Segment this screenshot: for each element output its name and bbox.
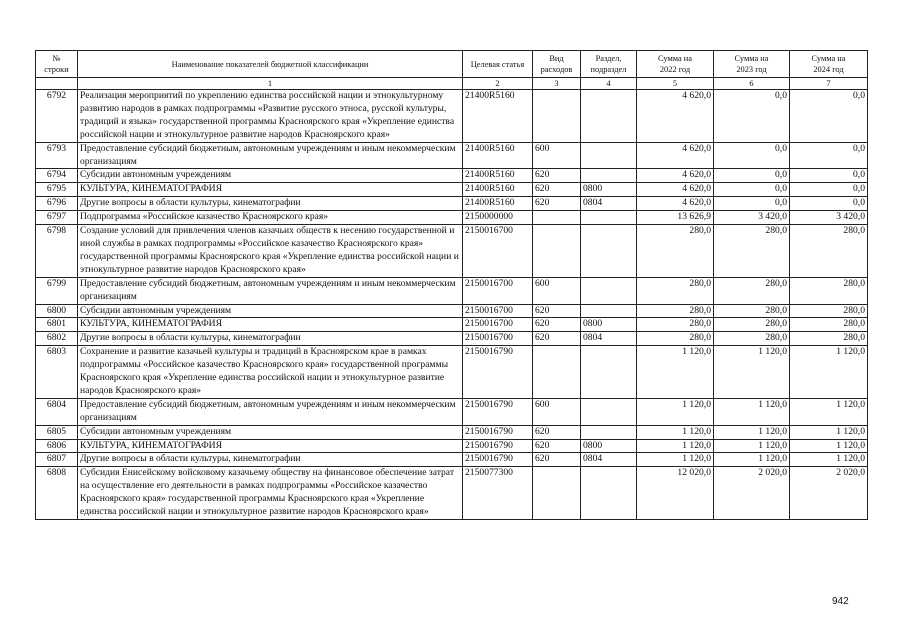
section-cell: 0800 — [581, 318, 637, 332]
sum-2023-cell: 280,0 — [714, 304, 790, 318]
table-row — [36, 304, 868, 318]
table-row — [36, 467, 868, 520]
indicator-name-cell: Другие вопросы в области культуры, кинематографии — [78, 197, 463, 211]
indicator-name-cell: Предоставление субсидий бюджетным, автономным учреждениям и иным некоммерческим организациям — [78, 277, 463, 304]
row-number-cell: 6804 — [36, 398, 78, 425]
sum-2022-cell: 280,0 — [637, 318, 714, 332]
expense-type-cell: 620 — [533, 183, 581, 197]
row-number-cell: 6807 — [36, 453, 78, 467]
section-cell — [581, 304, 637, 318]
sum-2024-cell: 0,0 — [790, 90, 868, 143]
column-number: 4 — [581, 78, 637, 90]
expense-type-cell: 620 — [533, 169, 581, 183]
indicator-name-cell: Субсидии автономным учреждениям — [78, 169, 463, 183]
header-sum-2024-label: Сумма на 2024 год — [811, 54, 846, 74]
target-article-cell: 2150016790 — [463, 398, 533, 425]
expense-type-cell: 620 — [533, 197, 581, 211]
sum-2022-cell: 4 620,0 — [637, 142, 714, 169]
table-row — [36, 90, 868, 143]
target-article-cell: 21400R5160 — [463, 183, 533, 197]
indicator-name-cell: КУЛЬТУРА, КИНЕМАТОГРАФИЯ — [78, 183, 463, 197]
sum-2022-cell: 280,0 — [637, 332, 714, 346]
header-target — [463, 51, 533, 78]
header-sum-2022 — [637, 51, 714, 78]
sum-2022-cell: 280,0 — [637, 304, 714, 318]
sum-2022-cell: 1 120,0 — [637, 453, 714, 467]
section-cell: 0804 — [581, 332, 637, 346]
header-sum-2022-label: Сумма на 2022 год — [657, 54, 692, 74]
indicator-name-cell: Предоставление субсидий бюджетным, автономным учреждениям и иным некоммерческим организациям — [78, 398, 463, 425]
row-number-cell: 6794 — [36, 169, 78, 183]
table-row — [36, 425, 868, 439]
indicator-name-cell: Предоставление субсидий бюджетным, автономным учреждениям и иным некоммерческим организациям — [78, 142, 463, 169]
expense-type-cell: 620 — [533, 304, 581, 318]
sum-2023-cell: 0,0 — [714, 142, 790, 169]
section-cell — [581, 346, 637, 399]
column-number: 6 — [714, 78, 790, 90]
section-cell — [581, 467, 637, 520]
indicator-name-cell: Субсидии автономным учреждениям — [78, 304, 463, 318]
section-cell — [581, 398, 637, 425]
row-number-cell: 6802 — [36, 332, 78, 346]
header-vid-label: Вид расходов — [540, 54, 573, 74]
sum-2024-cell: 280,0 — [790, 304, 868, 318]
section-cell: 0804 — [581, 197, 637, 211]
sum-2022-cell: 280,0 — [637, 225, 714, 278]
target-article-cell: 21400R5160 — [463, 197, 533, 211]
sum-2024-cell: 1 120,0 — [790, 398, 868, 425]
sum-2023-cell: 3 420,0 — [714, 211, 790, 225]
header-sum-2023 — [714, 51, 790, 78]
section-cell — [581, 142, 637, 169]
sum-2023-cell: 2 020,0 — [714, 467, 790, 520]
sum-2023-cell: 0,0 — [714, 183, 790, 197]
header-target-label: Целевая статья — [470, 59, 525, 69]
page-number: 942 — [832, 596, 849, 607]
target-article-cell: 2150016790 — [463, 439, 533, 453]
indicator-name-cell: Сохранение и развитие казачьей культуры и традиций в Красноярском крае в рамках подпрограммы «Российское казачество Красноярского края» государственной программы Красноярского края «Укрепление единства российской нации и этнокультурное развитие народов Красноярского края» — [78, 346, 463, 399]
row-number-cell: 6797 — [36, 211, 78, 225]
sum-2024-cell: 280,0 — [790, 318, 868, 332]
sum-2022-cell: 13 626,9 — [637, 211, 714, 225]
sum-2023-cell: 280,0 — [714, 225, 790, 278]
row-number-cell: 6805 — [36, 425, 78, 439]
expense-type-cell — [533, 90, 581, 143]
sum-2022-cell: 12 020,0 — [637, 467, 714, 520]
row-number-cell: 6793 — [36, 142, 78, 169]
target-article-cell: 2150016790 — [463, 453, 533, 467]
target-article-cell: 2150000000 — [463, 211, 533, 225]
section-cell: 0800 — [581, 439, 637, 453]
sum-2023-cell: 0,0 — [714, 169, 790, 183]
sum-2022-cell: 4 620,0 — [637, 90, 714, 143]
sum-2024-cell: 1 120,0 — [790, 439, 868, 453]
target-article-cell: 21400R5160 — [463, 90, 533, 143]
section-cell — [581, 90, 637, 143]
expense-type-cell — [533, 225, 581, 278]
sum-2023-cell: 280,0 — [714, 318, 790, 332]
sum-2022-cell: 4 620,0 — [637, 169, 714, 183]
column-number: 5 — [637, 78, 714, 90]
target-article-cell: 2150016700 — [463, 318, 533, 332]
sum-2024-cell: 0,0 — [790, 169, 868, 183]
table-body — [36, 90, 868, 520]
table-row — [36, 225, 868, 278]
row-number-cell: 6806 — [36, 439, 78, 453]
table-row — [36, 453, 868, 467]
expense-type-cell: 620 — [533, 453, 581, 467]
sum-2022-cell: 1 120,0 — [637, 346, 714, 399]
column-numbers-row — [36, 78, 868, 90]
indicator-name-cell: КУЛЬТУРА, КИНЕМАТОГРАФИЯ — [78, 318, 463, 332]
column-number: 1 — [78, 78, 463, 90]
section-cell — [581, 169, 637, 183]
target-article-cell: 2150016700 — [463, 225, 533, 278]
target-article-cell: 21400R5160 — [463, 169, 533, 183]
header-sum-2024 — [790, 51, 868, 78]
sum-2024-cell: 280,0 — [790, 277, 868, 304]
sum-2022-cell: 4 620,0 — [637, 183, 714, 197]
header-row-number — [36, 51, 78, 78]
table-row — [36, 439, 868, 453]
header-razdel-label: Раздел, подраздел — [590, 54, 627, 74]
target-article-cell: 21400R5160 — [463, 142, 533, 169]
sum-2024-cell: 0,0 — [790, 142, 868, 169]
row-number-cell: 6798 — [36, 225, 78, 278]
table-row — [36, 142, 868, 169]
expense-type-cell: 620 — [533, 318, 581, 332]
row-number-cell: 6792 — [36, 90, 78, 143]
expense-type-cell — [533, 211, 581, 225]
indicator-name-cell: Субсидии автономным учреждениям — [78, 425, 463, 439]
sum-2022-cell: 1 120,0 — [637, 425, 714, 439]
sum-2024-cell: 1 120,0 — [790, 425, 868, 439]
column-number — [36, 78, 78, 90]
table-header-row — [36, 51, 868, 78]
sum-2024-cell: 280,0 — [790, 332, 868, 346]
row-number-cell: 6795 — [36, 183, 78, 197]
expense-type-cell: 600 — [533, 142, 581, 169]
sum-2024-cell: 1 120,0 — [790, 453, 868, 467]
column-number: 2 — [463, 78, 533, 90]
sum-2024-cell: 0,0 — [790, 197, 868, 211]
section-cell: 0804 — [581, 453, 637, 467]
table-row — [36, 183, 868, 197]
section-cell — [581, 225, 637, 278]
column-number: 7 — [790, 78, 868, 90]
sum-2024-cell: 280,0 — [790, 225, 868, 278]
sum-2024-cell: 0,0 — [790, 183, 868, 197]
table-row — [36, 277, 868, 304]
table-row — [36, 197, 868, 211]
section-cell — [581, 277, 637, 304]
table-row — [36, 211, 868, 225]
header-sum-2023-label: Сумма на 2023 год — [734, 54, 769, 74]
expense-type-cell: 620 — [533, 439, 581, 453]
table-row — [36, 346, 868, 399]
row-number-cell: 6800 — [36, 304, 78, 318]
row-number-cell: 6801 — [36, 318, 78, 332]
section-cell — [581, 425, 637, 439]
table-row — [36, 318, 868, 332]
row-number-cell: 6799 — [36, 277, 78, 304]
header-name — [78, 51, 463, 78]
sum-2022-cell: 1 120,0 — [637, 398, 714, 425]
row-number-cell: 6796 — [36, 197, 78, 211]
header-razdel — [581, 51, 637, 78]
sum-2023-cell: 1 120,0 — [714, 425, 790, 439]
budget-table — [35, 50, 868, 520]
row-number-cell: 6803 — [36, 346, 78, 399]
section-cell: 0800 — [581, 183, 637, 197]
section-cell — [581, 211, 637, 225]
sum-2023-cell: 1 120,0 — [714, 346, 790, 399]
target-article-cell: 2150077300 — [463, 467, 533, 520]
sum-2024-cell: 3 420,0 — [790, 211, 868, 225]
sum-2023-cell: 280,0 — [714, 332, 790, 346]
expense-type-cell: 620 — [533, 332, 581, 346]
indicator-name-cell: Субсидия Енисейскому войсковому казачьему обществу на финансовое обеспечение затрат на осуществление его деятельности в рамках подпрограммы «Российское казачество Красноярского края» государственной программы Красноярского края «Укрепление единства российской нации и этнокультурное развитие народов Красноярского края» — [78, 467, 463, 520]
sum-2024-cell: 1 120,0 — [790, 346, 868, 399]
sum-2023-cell: 280,0 — [714, 277, 790, 304]
sum-2023-cell: 1 120,0 — [714, 453, 790, 467]
sum-2022-cell: 280,0 — [637, 277, 714, 304]
sum-2022-cell: 1 120,0 — [637, 439, 714, 453]
sum-2024-cell: 2 020,0 — [790, 467, 868, 520]
column-number: 3 — [533, 78, 581, 90]
expense-type-cell: 620 — [533, 425, 581, 439]
expense-type-cell — [533, 346, 581, 399]
indicator-name-cell: Другие вопросы в области культуры, кинематографии — [78, 332, 463, 346]
indicator-name-cell: Другие вопросы в области культуры, кинематографии — [78, 453, 463, 467]
sum-2023-cell: 1 120,0 — [714, 398, 790, 425]
target-article-cell: 2150016700 — [463, 304, 533, 318]
sum-2023-cell: 0,0 — [714, 90, 790, 143]
target-article-cell: 2150016700 — [463, 332, 533, 346]
indicator-name-cell: Реализация мероприятий по укреплению единства российской нации и этнокультурному развитию народов в рамках подпрограммы «Развитие русского этноса, русской культуры, традиций и языка» государственной программы Красноярского края «Укрепление единства российской нации и этнокультурное развитие народов Красноярского края» — [78, 90, 463, 143]
expense-type-cell: 600 — [533, 398, 581, 425]
sum-2023-cell: 1 120,0 — [714, 439, 790, 453]
target-article-cell: 2150016700 — [463, 277, 533, 304]
sum-2023-cell: 0,0 — [714, 197, 790, 211]
sum-2022-cell: 4 620,0 — [637, 197, 714, 211]
header-row-number-label: № строки — [44, 54, 69, 74]
expense-type-cell — [533, 467, 581, 520]
target-article-cell: 2150016790 — [463, 425, 533, 439]
indicator-name-cell: Подпрограмма «Российское казачество Красноярского края» — [78, 211, 463, 225]
indicator-name-cell: Создание условий для привлечения членов казачьих обществ к несению государственной и иной службы в рамках подпрограммы «Российское казачество Красноярского края» государственной программы Красноярского края «Укрепление единства российской нации и этнокультурное развитие народов Красноярского края» — [78, 225, 463, 278]
header-name-label: Наименование показателей бюджетной классификации — [171, 59, 369, 69]
table-row — [36, 398, 868, 425]
table-row — [36, 169, 868, 183]
row-number-cell: 6808 — [36, 467, 78, 520]
header-vid — [533, 51, 581, 78]
target-article-cell: 2150016790 — [463, 346, 533, 399]
expense-type-cell: 600 — [533, 277, 581, 304]
indicator-name-cell: КУЛЬТУРА, КИНЕМАТОГРАФИЯ — [78, 439, 463, 453]
table-row — [36, 332, 868, 346]
